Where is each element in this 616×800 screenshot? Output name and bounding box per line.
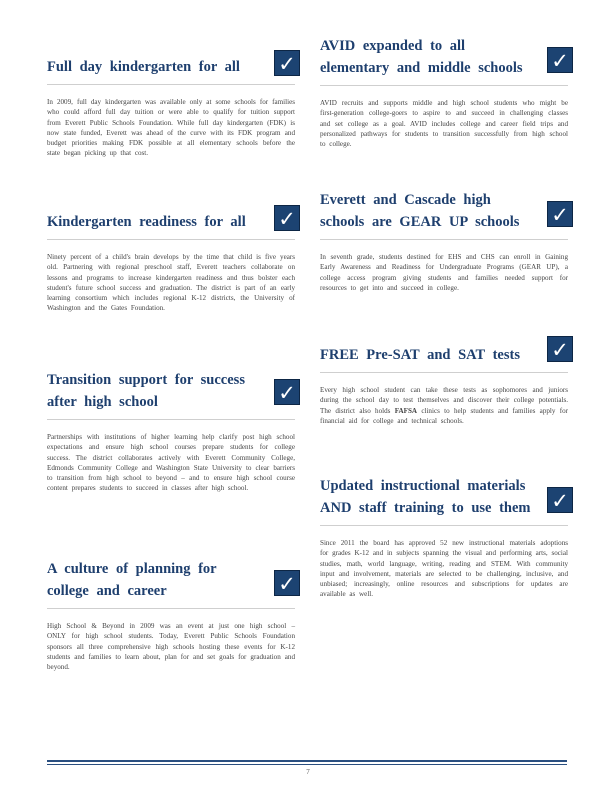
checkmark-icon: ✓ xyxy=(274,379,300,405)
section-free-sat-tests xyxy=(320,338,569,426)
section-header xyxy=(320,189,568,233)
section-title: Kindergarten readiness for all xyxy=(47,214,246,230)
section-avid-expanded xyxy=(320,35,568,149)
divider xyxy=(47,84,295,85)
section-instructional-materials xyxy=(320,475,568,600)
footer-rule xyxy=(47,764,567,765)
body-text: clinics to help students and families apply for financial aid for college and technical schools. xyxy=(320,406,569,425)
divider xyxy=(320,372,568,373)
section-transition-support xyxy=(47,369,295,494)
section-body: Since 2011 the board has approved 52 new instructional materials adoptions for grades K-12 and in subjects spanning the visual and performing arts, social studies, math, world language, writing, reading and STEM. With community input and involvement, materials are selected to be challenging, inclusive, and unbiased; increasingly, online resources and subscriptions for updates are available as well. xyxy=(320,539,568,599)
section-kindergarten-readiness xyxy=(47,207,296,314)
section-header xyxy=(47,207,296,233)
checkmark-icon: ✓ xyxy=(547,201,573,227)
divider xyxy=(47,608,295,609)
section-title: Updated instructional materials AND staff training to use them xyxy=(320,478,531,516)
section-gear-up-schools xyxy=(320,189,568,293)
body-text: Every high school student can take these tests as sophomores and juniors during the school day to test themselves and discover their college potentials. The district also holds xyxy=(320,386,568,415)
section-title: AVID expanded to all elementary and middle schools xyxy=(320,38,523,76)
section-header xyxy=(320,35,568,79)
section-header xyxy=(47,369,295,413)
section-body: In 2009, full day kindergarten was available only at some schools for families who could afford full day tuition or were able to qualify for tuition support from Everett Public Schools Foundation. While full day kindergarten (FDK) is now state funded, Everett was ahead of the curve with its FDK program and budget priorities making FDK possible at all elementary schools before the state began picking up that cost. xyxy=(47,98,295,158)
section-body xyxy=(320,385,568,426)
divider xyxy=(320,85,568,86)
section-header xyxy=(320,475,568,519)
section-body: In seventh grade, students destined for EHS and CHS can enroll in Gaining Early Awareness and Readiness for Undergraduate Programs (GEAR UP), a college access program giving students and families needed support for resources to get into and succeed in college. xyxy=(320,253,568,292)
section-culture-of-planning xyxy=(47,558,295,672)
section-title: Everett and Cascade high schools are GEAR UP schools xyxy=(320,192,520,230)
section-title: Transition support for success after high school xyxy=(47,372,245,410)
section-header xyxy=(47,52,296,78)
section-body: Ninety percent of a child's brain develops by the time that child is five years old. Partnering with regional preschool staff, Everett teachers collaborate on lessons and programs to increase kindergarten readiness and thus bolster each student's future school success and graduation. The district is part of an early learning consortium which includes regional K-12 districts, the University of Washington and the Gates Foundation. xyxy=(47,253,295,313)
checkmark-icon: ✓ xyxy=(274,205,300,231)
section-header xyxy=(47,558,295,602)
section-header xyxy=(320,338,569,366)
section-body: Partnerships with institutions of higher learning help clarify post high school expectations and ensure high school courses prepare students for college success. The district collaborates actively with Everett Community College, Edmonds Community College and Washington State University to clear barriers to transition from high school to beyond – and to ensure high school course content prepares students to succeed in classes after high school. xyxy=(47,433,295,493)
section-body: High School & Beyond in 2009 was an event at just one high school – ONLY for high school students. Today, Everett Public Schools Foundation sponsors all three comprehensive high schools hosting these events for K-12 students and families to learn about, plan for and set goals for graduation and beyond. xyxy=(47,622,295,672)
divider xyxy=(320,239,568,240)
section-title: A culture of planning for college and career xyxy=(47,561,217,599)
section-title: Full day kindergarten for all xyxy=(47,59,240,75)
section-body: AVID recruits and supports middle and high school students who might be first-generation college-goers to aspire to and succeed in challenging classes and set college as a goal. AVID includes college and career field trips and personalized pathways for students to transition successfully from high school to college. xyxy=(320,99,568,149)
divider xyxy=(320,525,568,526)
divider xyxy=(47,239,295,240)
footer-rule xyxy=(47,760,567,762)
checkmark-icon: ✓ xyxy=(547,47,573,73)
divider xyxy=(47,419,295,420)
fafsa-text: FAFSA xyxy=(394,406,418,415)
section-title: FREE Pre-SAT and SAT tests xyxy=(320,347,520,363)
checkmark-icon: ✓ xyxy=(547,336,573,362)
checkmark-icon: ✓ xyxy=(547,487,573,513)
checkmark-icon: ✓ xyxy=(274,50,300,76)
section-full-day-kindergarten xyxy=(47,52,296,159)
checkmark-icon: ✓ xyxy=(274,570,300,596)
page-number: 7 xyxy=(306,768,310,776)
